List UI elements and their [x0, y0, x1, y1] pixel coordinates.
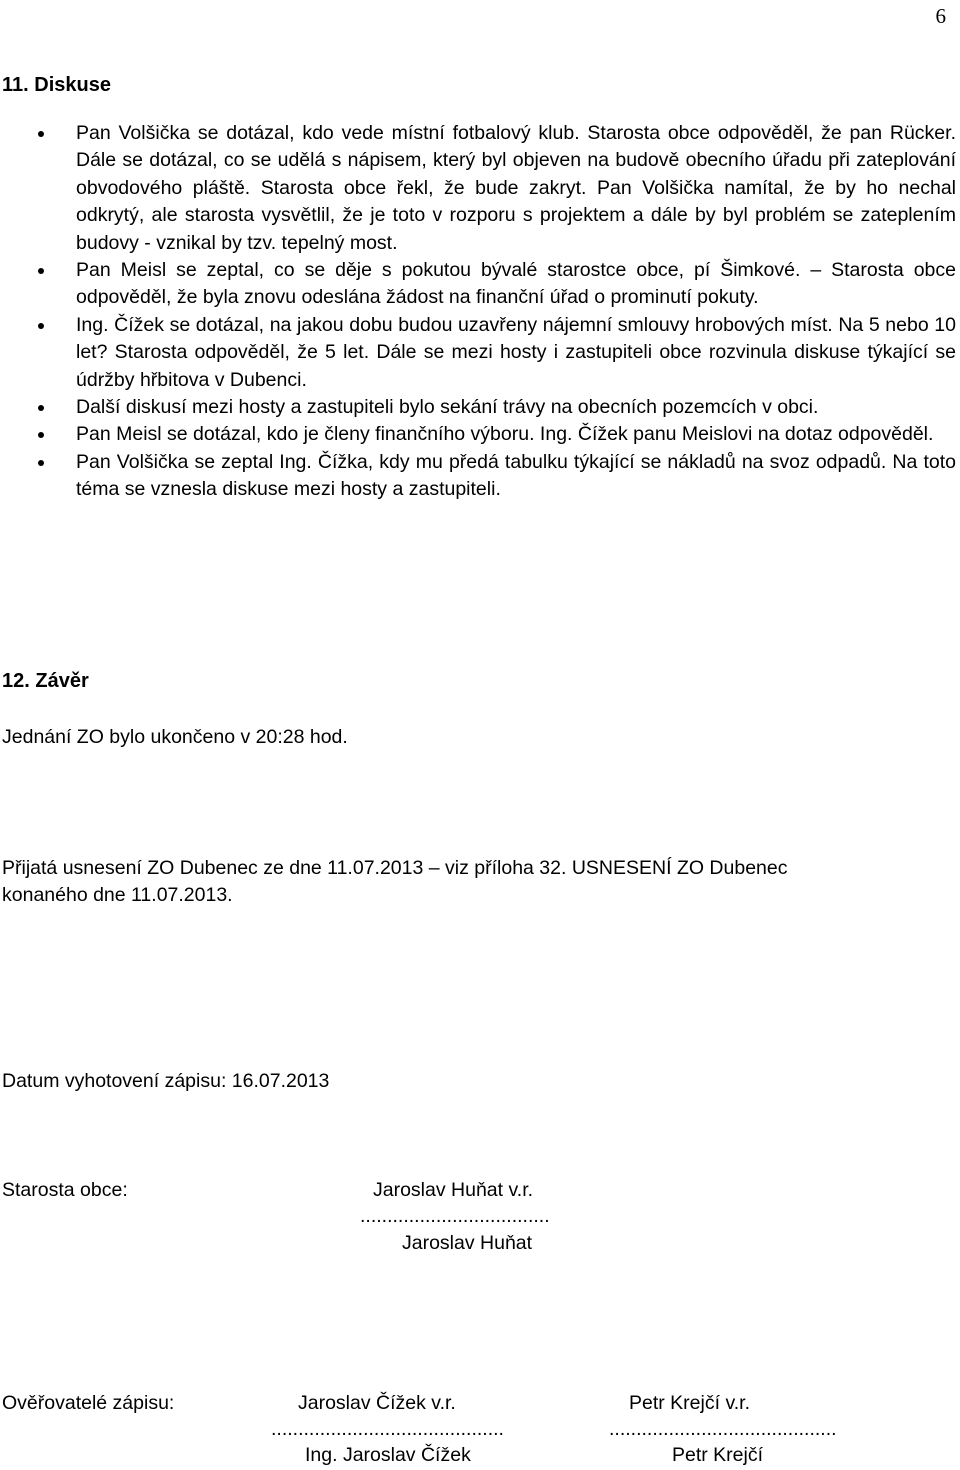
bullet-icon [38, 460, 44, 466]
verifier-1-name: Ing. Jaroslav Čížek [305, 1444, 471, 1466]
record-date: Datum vyhotovení zápisu: 16.07.2013 [2, 1070, 330, 1092]
discussion-list [0, 120, 958, 504]
verifiers-label: Ověřovatelé zápisu: [2, 1392, 175, 1414]
list-item [0, 312, 958, 394]
resolutions-line-2: konaného dne 11.07.2013. [2, 884, 233, 906]
list-item-text: Pan Meisl se dotázal, kdo je členy finančního výboru. Ing. Čížek panu Meislovi na dotaz odpověděl. [76, 423, 934, 446]
bullet-icon [38, 432, 44, 438]
list-item [0, 120, 958, 257]
mayor-signed: Jaroslav Huňat v.r. [373, 1179, 534, 1201]
verifier-2-name: Petr Krejčí [672, 1444, 764, 1466]
mayor-name: Jaroslav Huňat [402, 1232, 533, 1254]
verifier-2-signature-line: .......................................... [609, 1418, 837, 1440]
list-item-text: Pan Volšička se zeptal Ing. Čížka, kdy mu předá tabulku týkající se nákladů na svoz odpadů. Na toto téma se vznesla diskuse mezi hosty a zastupiteli. [76, 450, 956, 501]
page-number: 6 [935, 4, 946, 28]
list-item-text: Ing. Čížek se dotázal, na jakou dobu budou uzavřeny nájemní smlouvy hrobových míst. Na 5 nebo 10 let? Starosta odpověděl, že 5 let. Dále se mezi hosty i zastupiteli obce rozvinula diskuse týkající se údržby hřbitova v Dubenci. [76, 313, 956, 391]
list-item-text: Pan Volšička se dotázal, kdo vede místní fotbalový klub. Starosta obce odpověděl, že pan Rücker. Dále se dotázal, co se udělá s nápisem, který byl objeven na budově obecního úřadu při zateplování obvodového pláště. Starosta obce řekl, že bude zakryt. Pan Volšička namítal, že by ho nechal odkrytý, ale starosta vysvětlil, že je toto v rozporu s projektem a dále by byl problém se zateplením budovy - vznikal by tzv. tepelný most. [76, 122, 956, 254]
list-item [0, 449, 958, 504]
list-item [0, 421, 958, 448]
list-item [0, 394, 958, 421]
bullet-icon [38, 131, 44, 137]
closing-line: Jednání ZO bylo ukončeno v 20:28 hod. [2, 726, 348, 748]
list-item-text: Pan Meisl se zeptal, co se děje s pokutou bývalé starostce obce, pí Šimkové. – Starosta obce odpověděl, že byla znovu odeslána žádost na finanční úřad o prominutí pokuty. [76, 259, 956, 309]
section-12-heading: 12. Závěr [2, 670, 89, 692]
bullet-icon [38, 405, 44, 411]
mayor-signature-line: ................................... [360, 1205, 550, 1227]
list-item [0, 257, 958, 312]
verifier-2-signed: Petr Krejčí v.r. [629, 1392, 750, 1414]
mayor-label: Starosta obce: [2, 1179, 128, 1201]
verifier-1-signed: Jaroslav Čížek v.r. [298, 1392, 456, 1414]
bullet-icon [38, 323, 44, 329]
verifier-1-signature-line: ........................................... [271, 1418, 504, 1440]
list-item-text: Další diskusí mezi hosty a zastupiteli bylo sekání trávy na obecních pozemcích v obci. [76, 396, 819, 419]
resolutions-line-1: Přijatá usnesení ZO Dubenec ze dne 11.07.2013 – viz příloha 32. USNESENÍ ZO Dubenec [2, 857, 788, 879]
section-11-heading: 11. Diskuse [2, 74, 111, 96]
bullet-icon [38, 268, 44, 274]
